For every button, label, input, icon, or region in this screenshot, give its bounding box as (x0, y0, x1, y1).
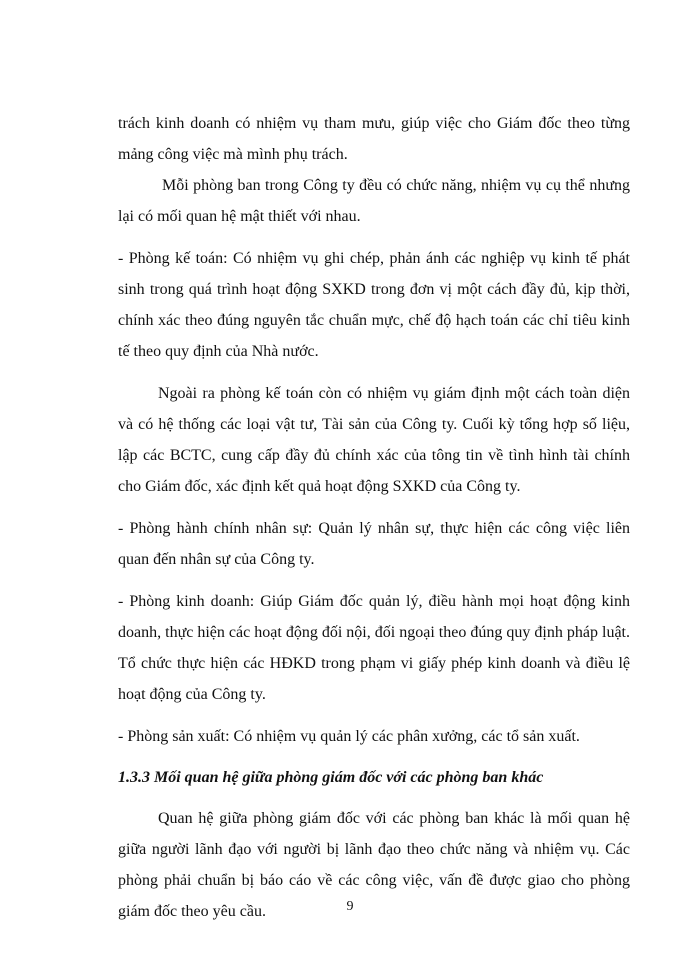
paragraph-relationship: Quan hệ giữa phòng giám đốc với các phòng ban khác là mối quan hệ giữa người lãnh đạo với người bị lãnh đạo theo chức năng và nhiệm vụ. Các phòng phải chuẩn bị báo cáo về các công việc, vấn đề được giao cho phòng giám đốc theo yêu cầu. (118, 810, 630, 920)
paragraph-sales: - Phòng kinh doanh: Giúp Giám đốc quản lý, điều hành mọi hoạt động kinh doanh, thực hiện các hoạt động đối nội, đối ngoại theo đúng quy định pháp luật. Tổ chức thực hiện các HĐKD trong phạm vi giấy phép kinh doanh và điều lệ hoạt động của Công ty. (118, 593, 630, 703)
paragraph-departments-intro: Mỗi phòng ban trong Công ty đều có chức năng, nhiệm vụ cụ thể nhưng lại có mối quan hệ mật thiết với nhau. (118, 177, 630, 225)
section-heading: 1.3.3 Mối quan hệ giữa phòng giám đốc với các phòng ban khác (118, 769, 544, 786)
page-content (118, 108, 630, 927)
paragraph-production: - Phòng sản xuất: Có nhiệm vụ quản lý các phân xưởng, các tổ sản xuất. (118, 728, 580, 745)
paragraph-accounting: - Phòng kế toán: Có nhiệm vụ ghi chép, phản ánh các nghiệp vụ kinh tế phát sinh trong quá trình hoạt động SXKD trong đơn vị một cách đầy đủ, kịp thời, chính xác theo đúng nguyên tắc chuẩn mực, chế độ hạch toán các chỉ tiêu kinh tế theo quy định của Nhà nước. (118, 250, 630, 360)
page-number: 9 (346, 899, 354, 914)
paragraph-continuation: trách kinh doanh có nhiệm vụ tham mưu, giúp việc cho Giám đốc theo từng mảng công việc mà mình phụ trách. (118, 115, 630, 163)
paragraph-accounting-extra: Ngoài ra phòng kế toán còn có nhiệm vụ giám định một cách toàn diện và có hệ thống các loại vật tư, Tài sản của Công ty. Cuối kỳ tổng hợp số liệu, lập các BCTC, cung cấp đầy đủ chính xác của tông tin về tình hình tài chính cho Giám đốc, xác định kết quả hoạt động SXKD của Công ty. (118, 385, 630, 495)
paragraph-hr: - Phòng hành chính nhân sự: Quản lý nhân sự, thực hiện các công việc liên quan đến nhân sự của Công ty. (118, 520, 630, 568)
